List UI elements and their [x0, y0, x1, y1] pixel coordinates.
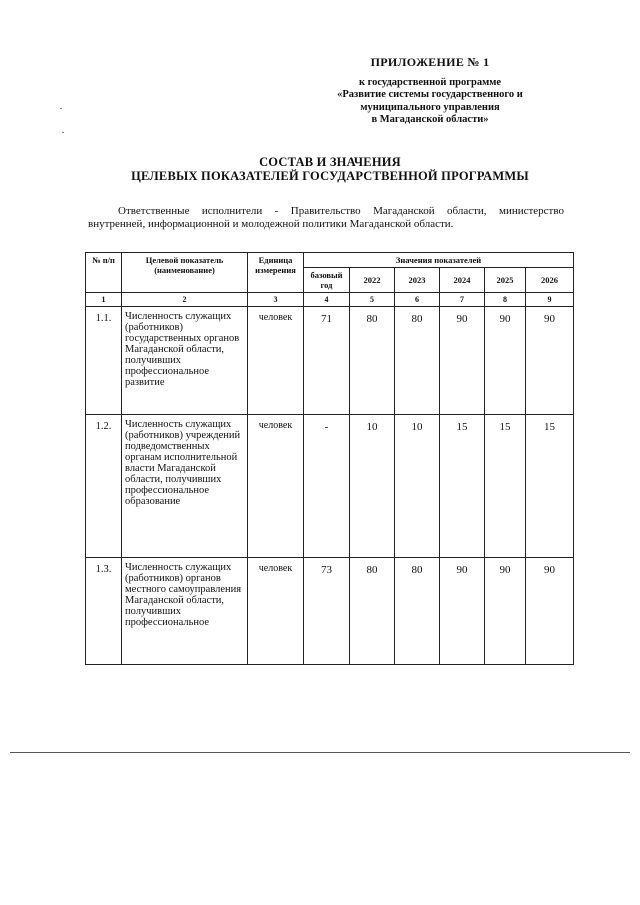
row-number: 1.1. [86, 307, 122, 415]
column-number: 7 [440, 293, 485, 307]
appendix-line: «Развитие системы государственного и [337, 89, 523, 100]
row-number: 1.2. [86, 415, 122, 558]
header-num: № п/п [86, 253, 122, 293]
row-value: 15 [440, 415, 485, 558]
column-number: 4 [304, 293, 350, 307]
row-indicator: Численность служащих (работников) учреждений подведомственных органам исполнительной власти Магаданской области, получивших профессиональное образование [122, 415, 248, 558]
title-line-1: СОСТАВ И ЗНАЧЕНИЯ [259, 155, 401, 169]
column-number: 2 [122, 293, 248, 307]
row-value: 80 [395, 307, 440, 415]
table-row [86, 307, 574, 415]
column-number: 5 [350, 293, 395, 307]
scan-edge-line [10, 752, 630, 753]
appendix-block [300, 56, 560, 127]
row-base-value: 73 [304, 558, 350, 665]
appendix-heading: ПРИЛОЖЕНИЕ № 1 [370, 55, 490, 69]
column-number: 6 [395, 293, 440, 307]
appendix-line: к государственной программе [358, 76, 502, 88]
row-value: 90 [485, 307, 526, 415]
header-year: 2024 [440, 268, 485, 293]
row-value: 90 [485, 558, 526, 665]
intro-paragraph: Ответственные исполнители - Правительство Магаданской области, министерство внутренней, информационной и молодежной политики Магаданской области. [88, 205, 564, 230]
scan-speck [62, 132, 64, 133]
header-year: 2022 [350, 268, 395, 293]
header-year: 2026 [526, 268, 574, 293]
row-value: 80 [350, 558, 395, 665]
row-value: 80 [350, 307, 395, 415]
row-value: 90 [440, 558, 485, 665]
appendix-line: муниципального управления [360, 101, 500, 113]
document-title [60, 155, 600, 183]
row-value: 10 [395, 415, 440, 558]
row-value: 90 [440, 307, 485, 415]
column-number: 1 [86, 293, 122, 307]
row-unit: человек [248, 307, 304, 415]
header-year: 2023 [395, 268, 440, 293]
row-value: 80 [395, 558, 440, 665]
row-base-value: - [304, 415, 350, 558]
row-value: 10 [350, 415, 395, 558]
row-value: 90 [526, 558, 574, 665]
table-row [86, 558, 574, 665]
indicators-table [85, 252, 574, 665]
row-value: 90 [526, 307, 574, 415]
row-number: 1.3. [86, 558, 122, 665]
header-values-group: Значения показателей [304, 253, 574, 268]
row-unit: человек [248, 558, 304, 665]
header-year: 2025 [485, 268, 526, 293]
row-unit: человек [248, 415, 304, 558]
column-number-row [86, 293, 574, 307]
row-value: 15 [485, 415, 526, 558]
column-number: 9 [526, 293, 574, 307]
row-indicator: Численность служащих (работников) органов местного самоуправления Магаданской области, получивших профессиональное [122, 558, 248, 665]
appendix-line: в Магаданской области» [371, 114, 489, 125]
title-line-2: ЦЕЛЕВЫХ ПОКАЗАТЕЛЕЙ ГОСУДАРСТВЕННОЙ ПРОГРАММЫ [131, 169, 529, 183]
header-unit: Единица измерения [248, 253, 304, 293]
column-number: 8 [485, 293, 526, 307]
header-indicator: Целевой показатель (наименование) [122, 253, 248, 293]
row-value: 15 [526, 415, 574, 558]
header-base-year: базовый год [304, 268, 350, 293]
scan-speck [60, 108, 62, 109]
column-number: 3 [248, 293, 304, 307]
table-row [86, 415, 574, 558]
row-base-value: 71 [304, 307, 350, 415]
row-indicator: Численность служащих (работников) государственных органов Магаданской области, получивших профессиональное развитие [122, 307, 248, 415]
